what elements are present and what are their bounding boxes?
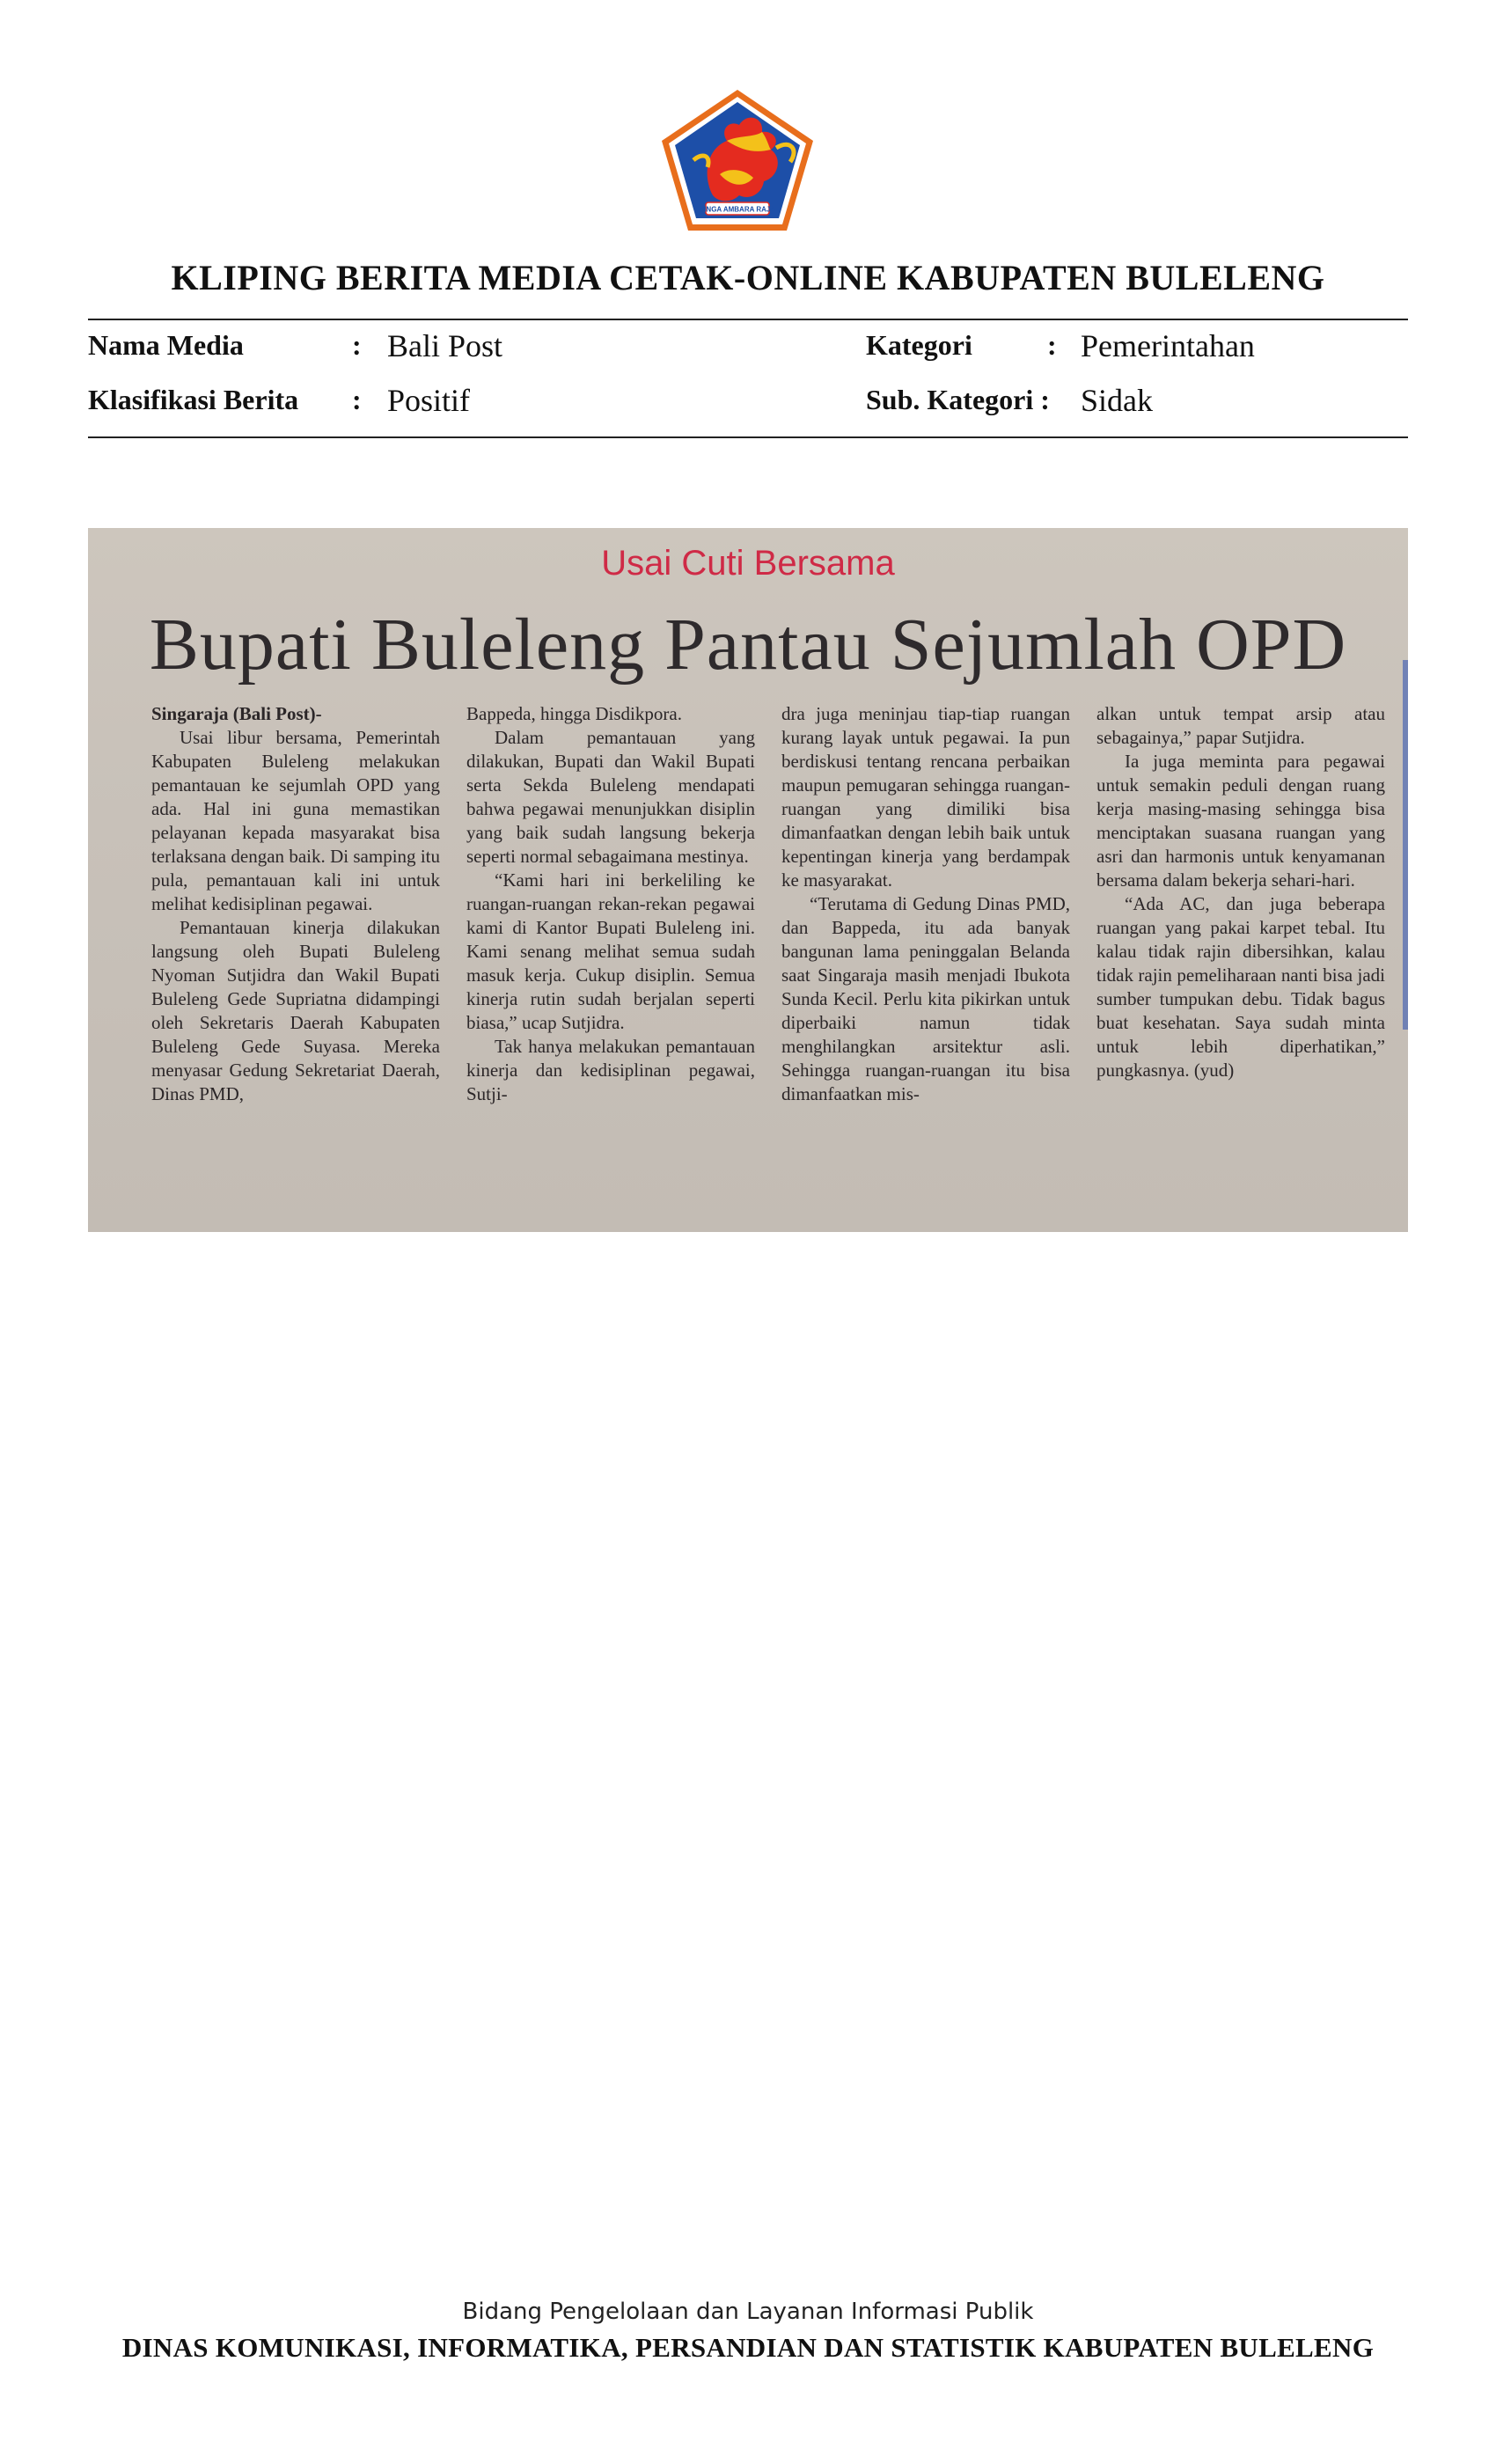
article-paragraph: Pemantauan kinerja dilakukan langsung oleh Bupati Buleleng Nyoman Sutjidra dan Wakil Bupati Buleleng Gede Supriatna didampingi oleh Sekretaris Daerah Kabupaten Buleleng Gede Suyasa. Mereka menyasar Gedung Sekretariat Daerah, Dinas PMD, [151,917,440,1104]
kategori-value: Pemerintahan [1081,328,1255,363]
article-column-4 [1096,702,1385,1082]
article-paragraph: Dalam pemantauan yang dilakukan, Bupati dan Wakil Bupati serta Sekda Buleleng mendapati bahwa pegawai menunjukkan disiplin yang baik sudah langsung bekerja seperti normal sebagaimana mestinya. [466,727,755,867]
article-paragraph: Tak hanya melakukan pemantauan kinerja dan kedisiplinan pegawai, Sutji- [466,1036,755,1104]
article-paragraph: Bappeda, hingga Disdikpora. [466,703,682,724]
logo-text: SINGA AMBARA RAJA [699,205,776,214]
subkategori-label: Sub. Kategori : [866,384,1050,415]
newspaper-clipping [88,528,1408,1232]
article-paragraph: “Kami hari ini berkeliling ke ruangan-ruangan rekan-rekan pegawai kami di Kantor Bupati Buleleng ini. Kami senang melihat semua sudah masuk kerja. Cukup disiplin. Semua kinerja rutin sudah berjalan seperti biasa,” ucap Sutjidra. [466,869,755,1033]
article-dateline: Singaraja (Bali Post)- [151,703,322,724]
media-value: Bali Post [387,328,503,363]
article-paragraph: dra juga meninjau tiap-tiap ruangan kurang layak untuk pegawai. Ia pun berdiskusi tentang rencana perbaikan maupun pemugaran sehingga ruangan-ruangan yang dimiliki bisa dimanfaatkan dengan lebih baik untuk kepentingan kinerja yang berdampak ke masyarakat. [781,703,1070,891]
media-colon: : [352,329,362,361]
header-divider-top [88,319,1408,320]
subkategori-value: Sidak [1081,383,1154,418]
header-divider-bottom [88,436,1408,438]
footer-agency: DINAS KOMUNIKASI, INFORMATIKA, PERSANDIAN DAN STATISTIK KABUPATEN BULELENG [121,2332,1375,2363]
article-column-3 [781,702,1070,1106]
article-paragraph: “Ada AC, dan juga beberapa ruangan yang pakai karpet tebal. Itu kalau tidak rajin dibersihkan, kalau tidak rajin pemeliharaan nanti bisa jadi sumber tumpukan debu. Tidak bagus buat kesehatan. Saya sudah minta untuk lebih diperhatikan,” pungkasnya. (yud) [1096,893,1385,1081]
footer-department: Bidang Pengelolaan dan Layanan Informasi Publik [462,2299,1034,2325]
article-headline: Bupati Buleleng Pantau Sejumlah OPD [149,604,1347,686]
klasifikasi-label: Klasifikasi Berita [88,384,299,415]
clipping-edge [1403,660,1408,1030]
article-paragraph: alkan untuk tempat arsip atau sebagainya,” papar Sutjidra. [1096,703,1385,748]
klasifikasi-value: Positif [387,383,471,418]
document-title: KLIPING BERITA MEDIA CETAK-ONLINE KABUPATEN BULELENG [171,258,1325,297]
singa-ambara-raja-emblem-icon [658,86,817,234]
kategori-label: Kategori [866,329,972,361]
klasifikasi-colon: : [352,384,362,415]
media-label: Nama Media [88,329,244,361]
article-paragraph: Usai libur bersama, Pemerintah Kabupaten Buleleng melakukan pemantauan ke sejumlah OPD yang ada. Hal ini guna memastikan pelayanan kepada masyarakat bisa terlaksana dengan baik. Di samping itu pula, pemantauan kali ini untuk melihat kedisiplinan pegawai. [151,727,440,914]
kategori-colon: : [1047,329,1057,361]
article-kicker: Usai Cuti Bersama [601,544,895,583]
article-paragraph: Ia juga meminta para pegawai untuk semakin peduli dengan ruang kerja masing-masing sehingga bisa menciptakan suasana ruangan yang asri dan harmonis untuk kenyamanan bersama dalam bekerja sehari-hari. [1096,751,1385,891]
article-column-1 [151,702,440,1106]
article-paragraph: “Terutama di Gedung Dinas PMD, dan Bappeda, itu ada banyak bangunan lama peninggalan Belanda saat Singaraja masih menjadi Ibukota Sunda Kecil. Perlu kita pikirkan untuk diperbaiki namun tidak menghilangkan arsitektur asli. Sehingga ruangan-ruangan itu bisa dimanfaatkan mis- [781,893,1070,1104]
article-column-2 [466,702,755,1106]
